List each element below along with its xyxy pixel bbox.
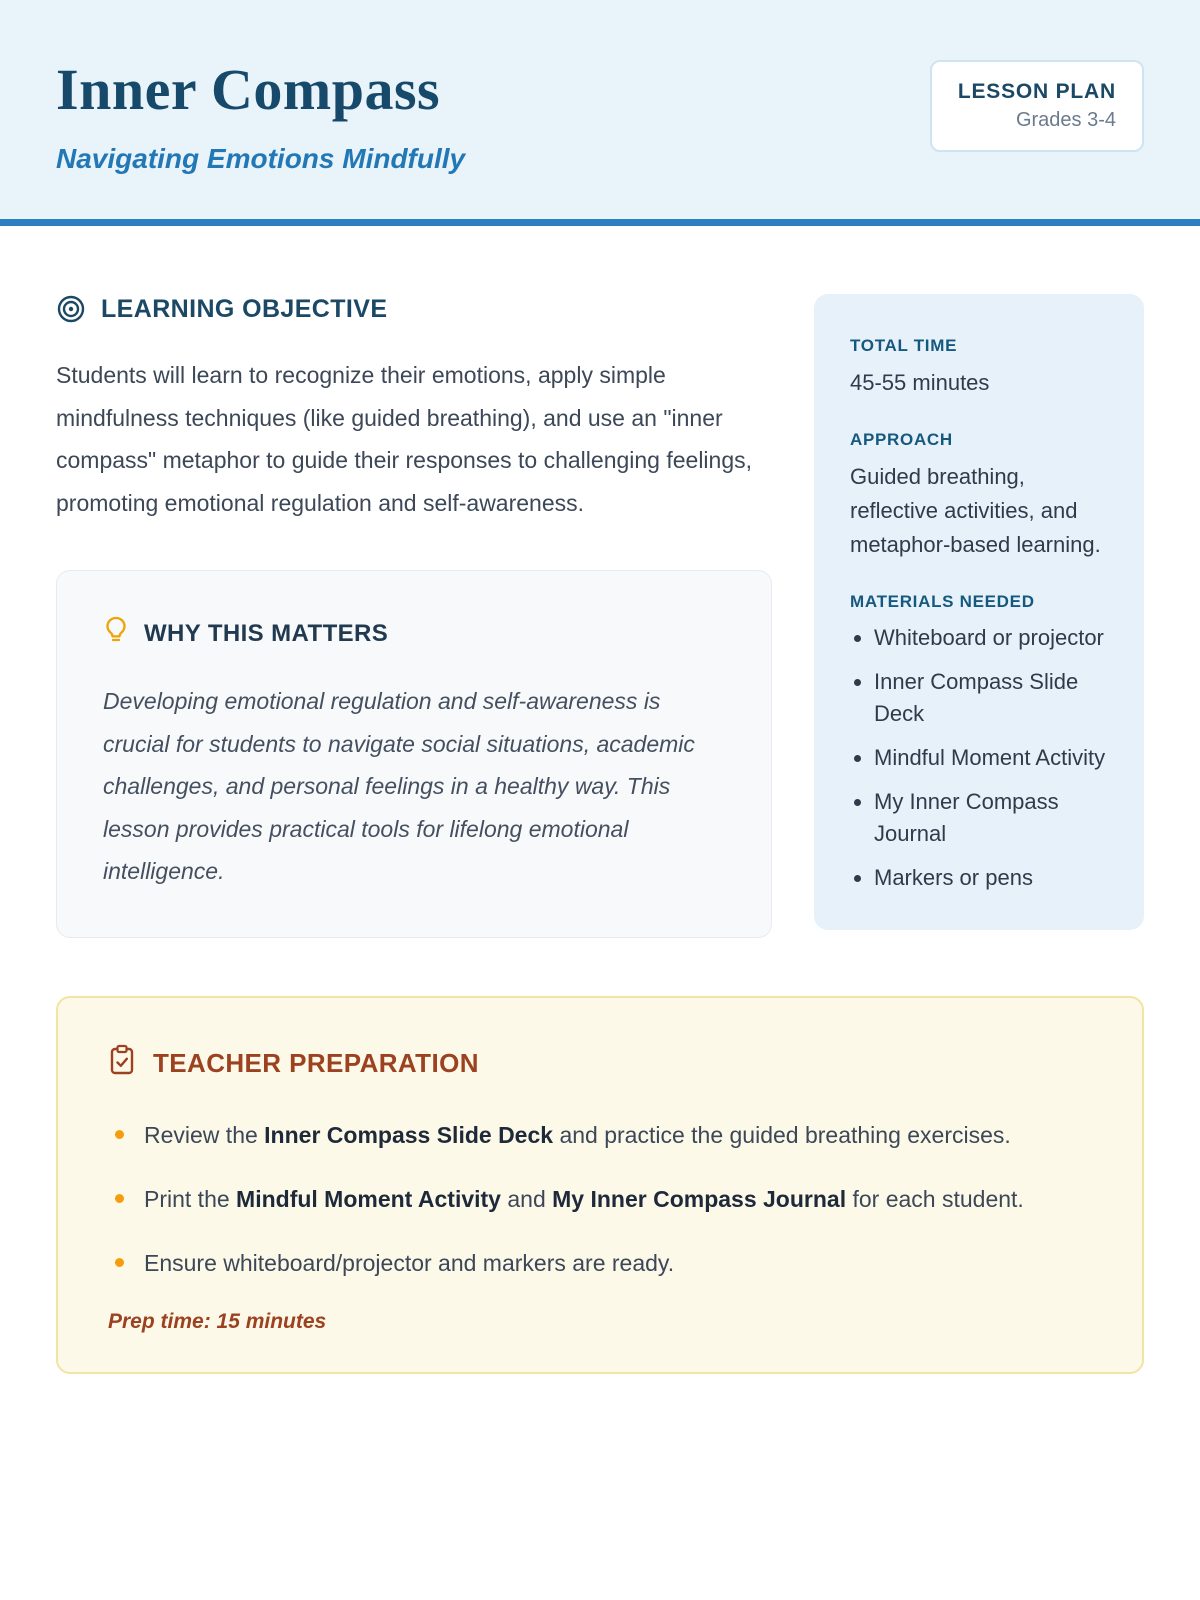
learning-objective-heading — [56, 294, 772, 324]
teacher-preparation-card — [56, 996, 1144, 1374]
lesson-plan-badge — [930, 60, 1144, 152]
total-time-value: 45-55 minutes — [850, 370, 990, 395]
teacher-preparation-heading — [108, 1044, 1092, 1083]
page-subtitle: Navigating Emotions Mindfully — [56, 143, 466, 174]
prep-time-note: Prep time: 15 minutes — [108, 1309, 327, 1333]
teacher-preparation-title: TEACHER PREPARATION — [153, 1047, 479, 1078]
why-this-matters-body: Developing emotional regulation and self-awareness is crucial for students to navigate social situations, academic challenges, and personal feelings in a healthy way. This lesson provides practical tools for lifelong emotional intelligence. — [103, 688, 695, 885]
badge-grades: Grades 3-4 — [1015, 109, 1116, 131]
learning-objective-title: LEARNING OBJECTIVE — [101, 294, 388, 323]
left-column — [56, 294, 772, 938]
main-content — [0, 226, 1200, 1414]
why-this-matters-title: WHY THIS MATTERS — [144, 619, 389, 647]
list-item: • Mindful Moment Activity — [874, 742, 1108, 774]
target-icon — [56, 294, 86, 324]
header-text — [56, 56, 465, 175]
badge-label: LESSON PLAN — [957, 80, 1116, 103]
materials-needed-label: MATERIALS NEEDED — [850, 592, 1035, 612]
lesson-info-sidebar — [814, 294, 1144, 930]
teacher-preparation-list — [108, 1115, 1092, 1284]
lightbulb-icon — [103, 615, 129, 652]
list-item: Ensure whiteboard/projector and markers are ready. — [108, 1243, 1092, 1283]
materials-list — [850, 622, 1108, 893]
total-time-label: TOTAL TIME — [850, 336, 958, 355]
clipboard-icon — [108, 1044, 136, 1083]
approach-value: Guided breathing, reflective activities, and metaphor-based learning. — [850, 464, 1101, 558]
why-this-matters-heading — [103, 615, 725, 652]
list-item: • Whiteboard or projector — [874, 622, 1108, 654]
list-item: • Inner Compass Slide Deck — [874, 666, 1108, 730]
list-item: • My Inner Compass Journal — [874, 786, 1108, 850]
learning-objective-body: Students will learn to recognize their emotions, apply simple mindfulness techniques (like guided breathing), and use an "inner compass" metaphor to guide their responses to challenging feelings, promoting emotional regulation and self-awareness. — [56, 362, 753, 516]
page-title: Inner Compass — [56, 57, 441, 122]
list-item: Review the Inner Compass Slide Deck and practice the guided breathing exercises. — [108, 1115, 1092, 1155]
list-item: Print the Mindful Moment Activity and My Inner Compass Journal for each student. — [108, 1179, 1092, 1219]
list-item: • Markers or pens — [874, 862, 1108, 894]
why-this-matters-card — [56, 570, 772, 938]
header — [0, 0, 1200, 226]
approach-label: APPROACH — [850, 430, 953, 450]
